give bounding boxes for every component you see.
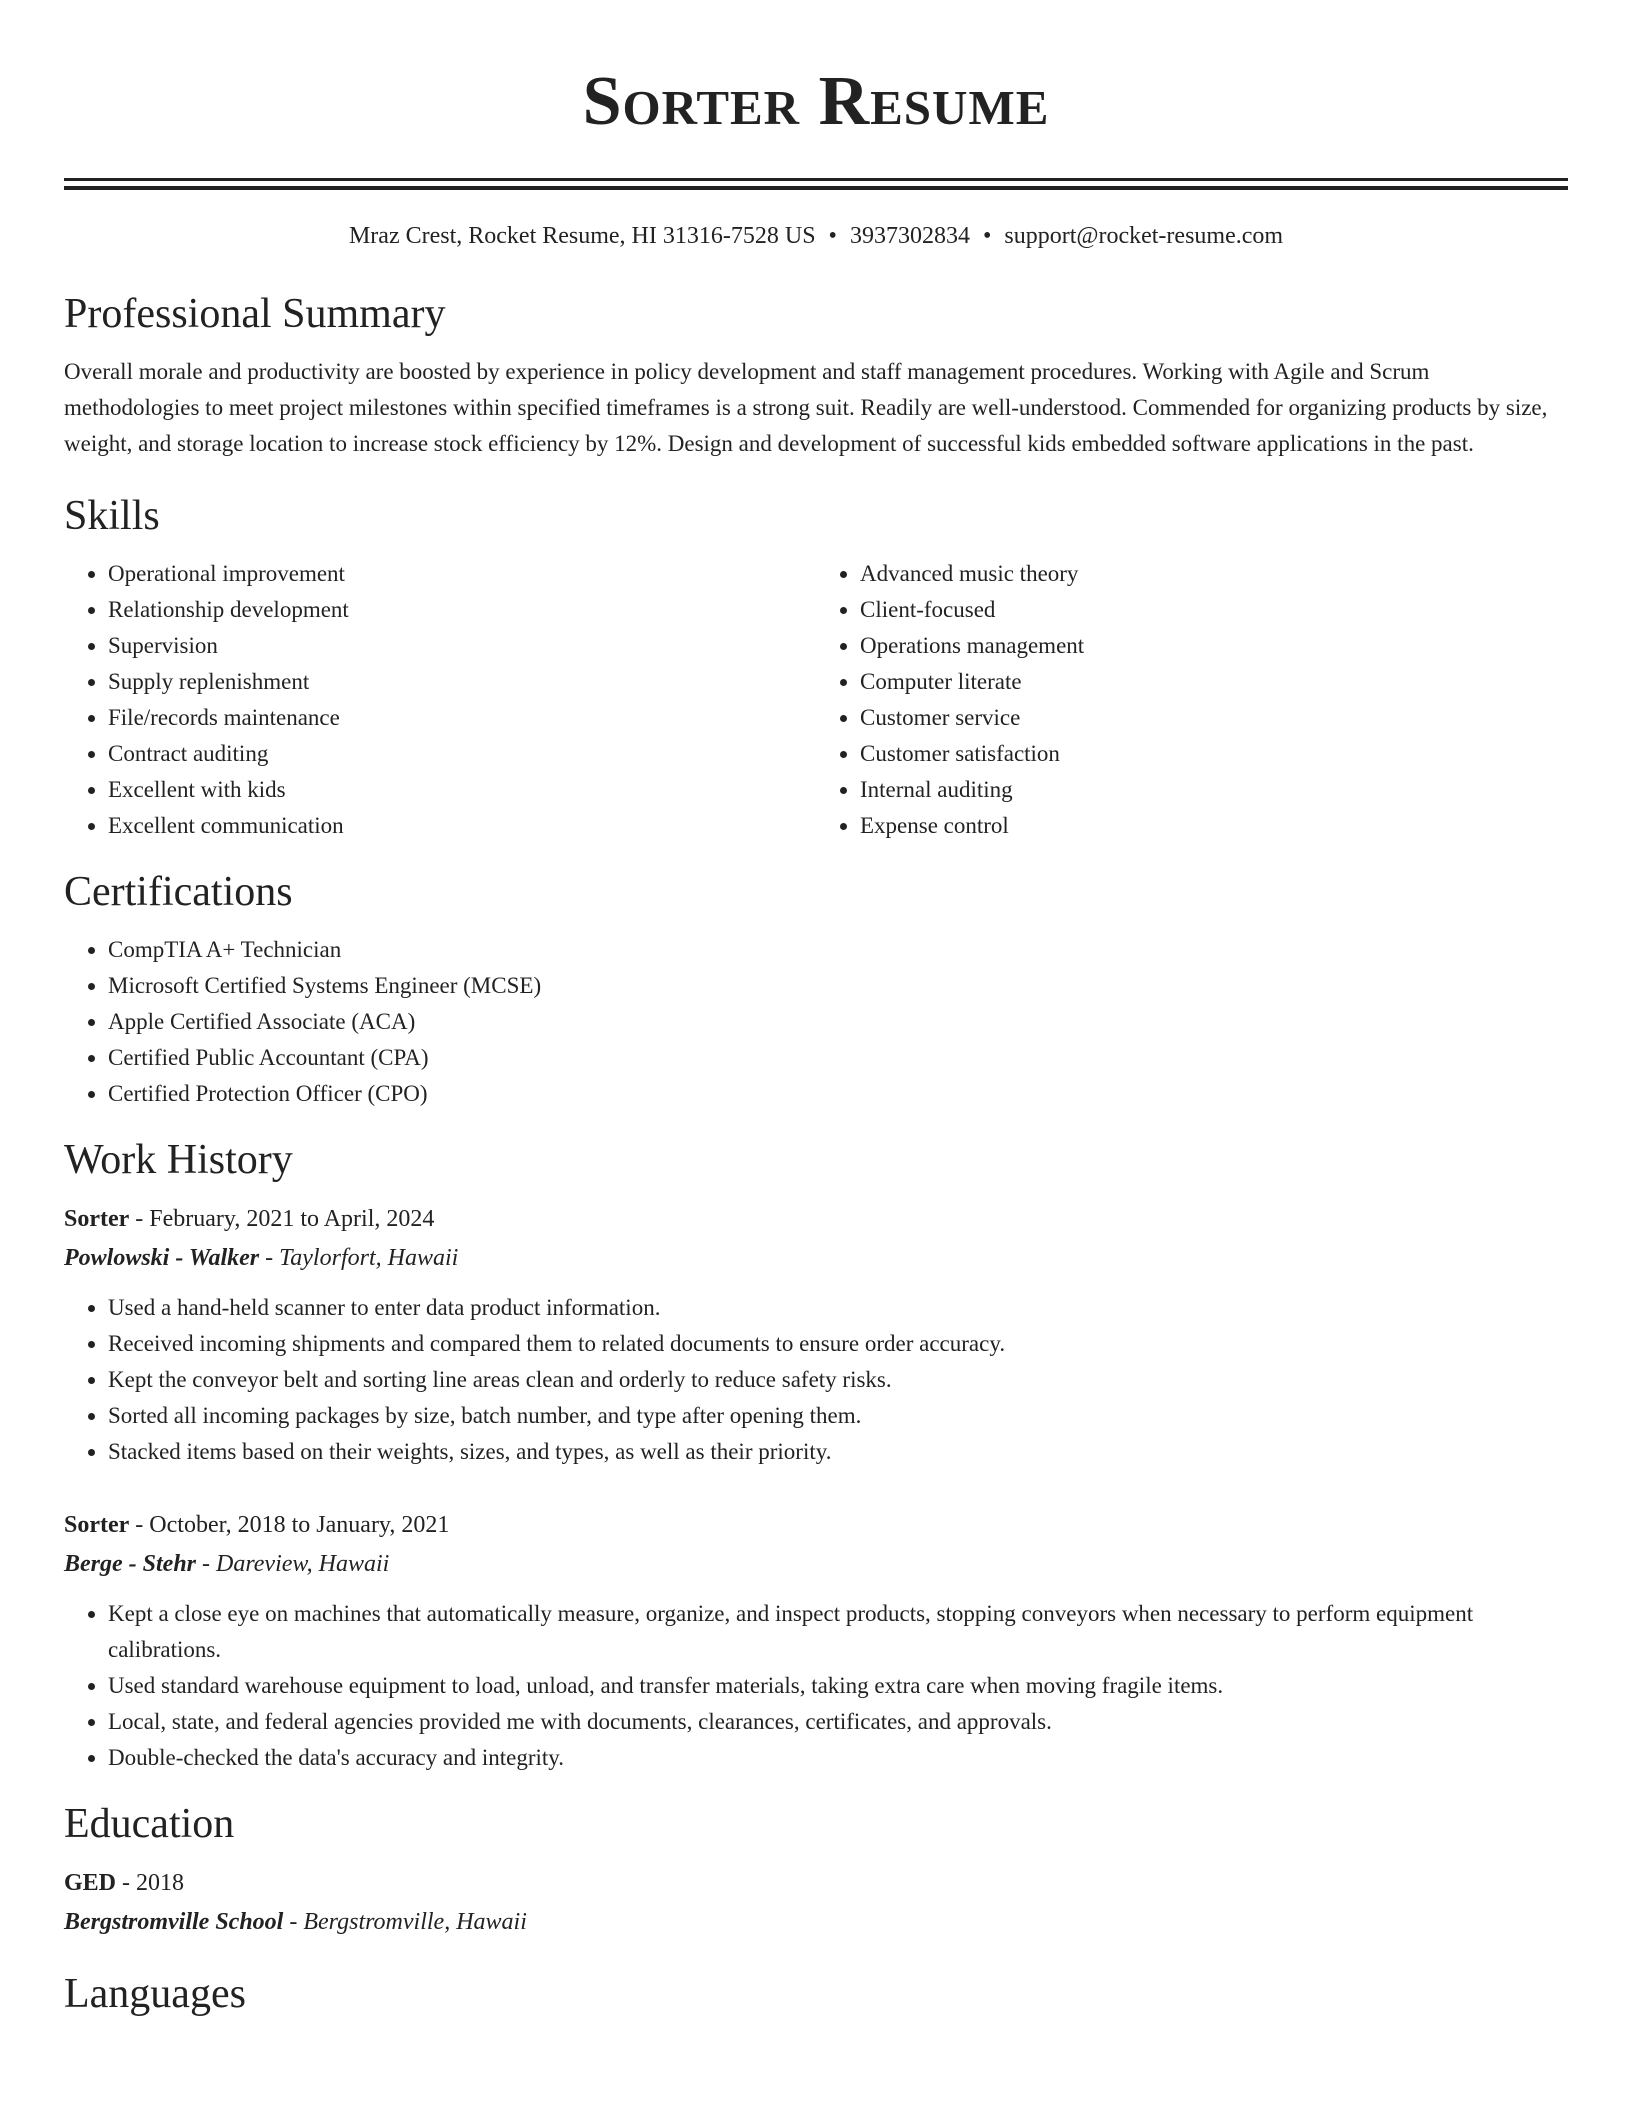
certification-item: • Certified Protection Officer (CPO) (108, 1076, 1568, 1112)
email: support@rocket-resume.com (1004, 223, 1284, 249)
job-dates: - February, 2021 to April, 2024 (129, 1206, 435, 1232)
job-duty: • Stacked items based on their weights, sizes, and types, as well as their priority. (108, 1434, 1568, 1470)
job-duty: • Received incoming shipments and compared them to related documents to ensure order accuracy. (108, 1326, 1568, 1362)
certification-item: • Apple Certified Associate (ACA) (108, 1004, 1568, 1040)
section-title-languages: Languages (64, 1971, 246, 2017)
separator: • (828, 223, 837, 249)
education-heading (64, 1864, 1568, 1902)
job-heading (64, 1506, 1568, 1544)
resume-title: Sorter Resume (582, 63, 1050, 140)
skill-item: • Expense control (860, 808, 1568, 844)
phone: 3937302834 (849, 223, 970, 249)
skill-item: • Supply replenishment (108, 664, 816, 700)
job-employer (64, 1544, 1568, 1584)
summary-text: Overall morale and productivity are boosted by experience in policy development and staff management procedures. Working with Agile and Scrum methodologies to meet project milestones within specified timeframes is a strong suit. Readily are well-understood. Commended for organizing products by size, weight, and storage location to increase stock efficiency by 12%. Design and development of successful kids embedded software applications in the past. (64, 359, 1548, 456)
skill-item: • Operations management (860, 628, 1568, 664)
section-title-summary: Professional Summary (64, 291, 446, 337)
education-school: Bergstromville School (64, 1909, 284, 1935)
skill-item: • Supervision (108, 628, 816, 664)
job-employer (64, 1238, 1568, 1278)
certification-item: • CompTIA A+ Technician (108, 932, 1568, 968)
skills-list-right (816, 556, 1568, 844)
section-title-certifications: Certifications (64, 869, 293, 915)
job-duty: • Double-checked the data's accuracy and integrity. (108, 1740, 1568, 1776)
education-year: - 2018 (116, 1870, 185, 1896)
section-title-work-history: Work History (64, 1137, 293, 1183)
education-school-line (64, 1902, 1568, 1942)
job-company: Powlowski - Walker (64, 1245, 260, 1271)
contact-line (64, 220, 1568, 252)
job-duty: • Used standard warehouse equipment to load, unload, and transfer materials, taking extra care when moving fragile items. (108, 1668, 1568, 1704)
skill-item: • Customer service (860, 700, 1568, 736)
certifications-list (64, 932, 1568, 1112)
job-location: - Taylorfort, Hawaii (259, 1245, 459, 1271)
skill-item: • Relationship development (108, 592, 816, 628)
job-duties-list (64, 1596, 1568, 1776)
skill-item: • Contract auditing (108, 736, 816, 772)
job-duties-list (64, 1290, 1568, 1470)
skill-item: • Excellent communication (108, 808, 816, 844)
job-duty: • Kept the conveyor belt and sorting line areas clean and orderly to reduce safety risks. (108, 1362, 1568, 1398)
education-location: - Bergstromville, Hawaii (283, 1909, 527, 1935)
job-duty: • Local, state, and federal agencies provided me with documents, clearances, certificates, and approvals. (108, 1704, 1568, 1740)
job-company: Berge - Stehr (64, 1551, 196, 1577)
skill-item: • Advanced music theory (860, 556, 1568, 592)
section-title-education: Education (64, 1801, 235, 1847)
job-location: - Dareview, Hawaii (196, 1551, 390, 1577)
job-entry (64, 1506, 1568, 1776)
skill-item: • Client-focused (860, 592, 1568, 628)
job-duty: • Used a hand-held scanner to enter data product information. (108, 1290, 1568, 1326)
skill-item: • Internal auditing (860, 772, 1568, 808)
skill-item: • Customer satisfaction (860, 736, 1568, 772)
certification-item: • Certified Public Accountant (CPA) (108, 1040, 1568, 1076)
separator: • (982, 223, 992, 249)
skills-grid (64, 556, 1568, 844)
skill-item: • Operational improvement (108, 556, 816, 592)
section-title-skills: Skills (64, 493, 160, 539)
job-dates: - October, 2018 to January, 2021 (129, 1512, 450, 1538)
skill-item: • File/records maintenance (108, 700, 816, 736)
certification-item: • Microsoft Certified Systems Engineer (MCSE) (108, 968, 1568, 1004)
job-role: Sorter (64, 1512, 130, 1538)
job-duty: • Sorted all incoming packages by size, batch number, and type after opening them. (108, 1398, 1568, 1434)
job-role: Sorter (64, 1206, 130, 1232)
address: Mraz Crest, Rocket Resume, HI 31316-7528 US (348, 223, 816, 249)
skills-list-left (64, 556, 816, 844)
title-divider (64, 178, 1568, 190)
skill-item: • Computer literate (860, 664, 1568, 700)
job-entry (64, 1200, 1568, 1470)
skill-item: • Excellent with kids (108, 772, 816, 808)
job-heading (64, 1200, 1568, 1238)
education-degree: GED (64, 1870, 117, 1896)
job-duty: • Kept a close eye on machines that automatically measure, organize, and inspect products, stopping conveyors when necessary to perform equipment calibrations. (108, 1596, 1568, 1668)
